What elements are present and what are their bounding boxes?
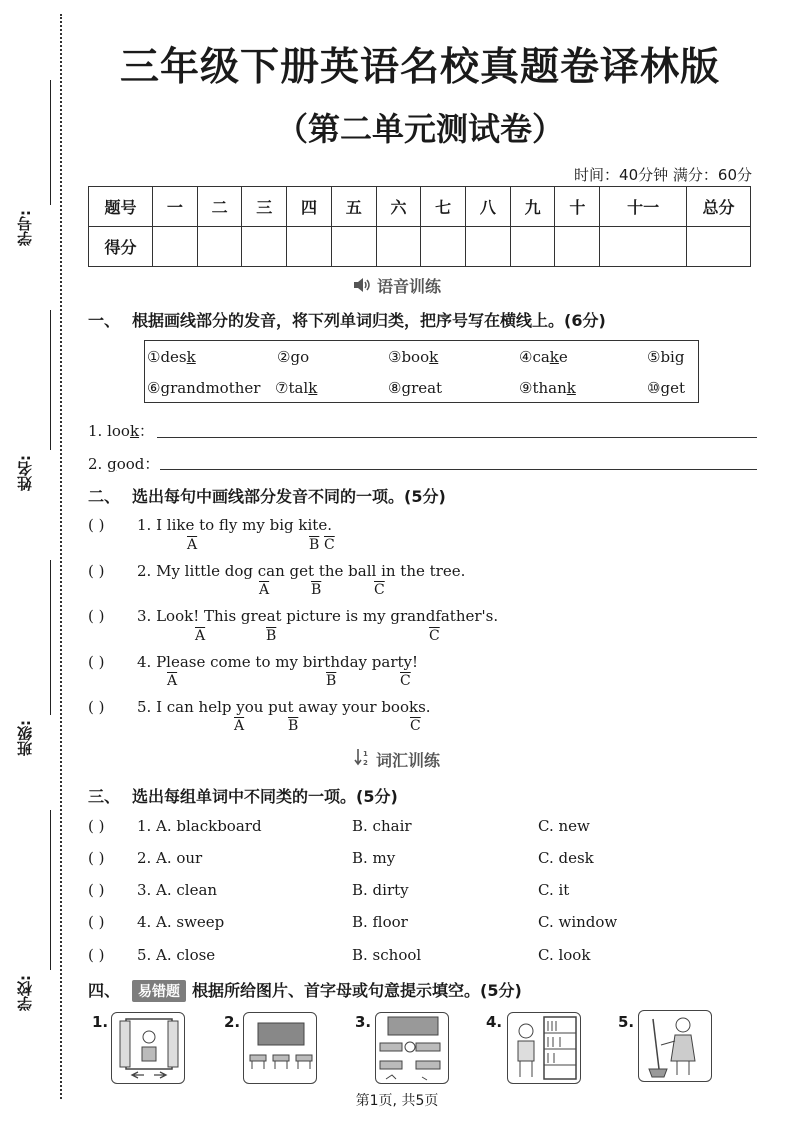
score-cell[interactable] (376, 227, 421, 267)
score-head-cell: 六 (376, 187, 421, 227)
option-c: C. it (538, 881, 570, 899)
picture-bookcase (507, 1012, 581, 1084)
score-cell[interactable] (242, 227, 287, 267)
answer-paren[interactable]: ( ) (88, 698, 105, 716)
answer-paren[interactable]: ( ) (88, 653, 105, 671)
option-mark: $\overline{C}$ (374, 582, 385, 598)
option-b: B. school (352, 946, 422, 964)
picture-number: 3. (355, 1013, 372, 1031)
name-label: 姓名: (16, 455, 34, 491)
word-item: ⑥grandmother (147, 379, 261, 397)
score-head-cell: 题号 (89, 187, 153, 227)
section3-instruction: 选出每组单词中不同类的一项。(5分) (132, 787, 398, 806)
option-mark: $\overline{B}$ (266, 628, 277, 644)
option-mark: $\overline{B}$ (311, 582, 322, 598)
section2-instruction: 选出每句中画线部分发音不同的一项。(5分) (132, 487, 446, 506)
section2-number: 二、 (88, 487, 121, 506)
option-c: C. window (538, 913, 618, 931)
option-mark: $\overline{A}$ (259, 582, 270, 598)
fill-row-1: 1. look： (88, 422, 155, 440)
vocab-banner (0, 748, 794, 771)
student-no-field[interactable] (14, 80, 54, 270)
score-head-cell: 九 (510, 187, 555, 227)
question-text: 1. I like to fly my big kite. (137, 516, 332, 534)
answer-paren[interactable]: ( ) (88, 849, 105, 867)
question-number: 4. (137, 913, 152, 931)
answer-paren[interactable]: ( ) (88, 946, 105, 964)
name-field[interactable] (14, 310, 54, 515)
question-number: 5. (137, 946, 152, 964)
class-line (50, 560, 51, 715)
score-table (88, 186, 751, 267)
score-cell[interactable] (331, 227, 376, 267)
option-mark: $\overline{C}$ (324, 537, 335, 553)
question-text: 4. Please come to my birthday party! (137, 653, 419, 671)
class-field[interactable] (14, 560, 54, 775)
option-a: A. close (156, 946, 216, 964)
time-info: 时间：40分钟 满分：60分 (574, 166, 752, 184)
word-item: ③book (388, 348, 439, 366)
score-cell[interactable] (687, 227, 751, 267)
option-a: A. sweep (156, 913, 225, 931)
score-head-cell: 十 (555, 187, 600, 227)
fill-row-2: 2. good： (88, 455, 160, 473)
student-no-line (50, 80, 51, 205)
option-b: B. my (352, 849, 396, 867)
svg-text:1: 1 (362, 750, 368, 758)
score-head-cell: 三 (242, 187, 287, 227)
section4-number: 四、 (88, 981, 121, 1000)
option-mark: $\overline{C}$ (410, 718, 421, 734)
section1-heading (88, 308, 606, 331)
section1-instruction: 根据画线部分的发音，将下列单词归类，把序号写在横线上。(6分) (132, 311, 606, 330)
word-item: ①desk (147, 348, 196, 366)
picture-number: 2. (224, 1013, 241, 1031)
error-prone-tag: 易错题 (132, 980, 186, 1002)
answer-line-2[interactable] (160, 469, 757, 470)
school-field[interactable] (14, 810, 54, 1030)
word-item: ⑧great (388, 379, 443, 397)
score-cell[interactable] (197, 227, 242, 267)
score-row-label: 得分 (89, 227, 153, 267)
score-cell[interactable] (287, 227, 332, 267)
score-head-cell: 四 (287, 187, 332, 227)
picture-classroom (243, 1012, 317, 1084)
section2-heading (88, 484, 446, 507)
page-subtitle: （第二单元测试卷） (275, 110, 564, 148)
score-cell[interactable] (421, 227, 466, 267)
school-label: 学校: (16, 975, 34, 1011)
page-title: 三年级下册英语名校真题卷译林版 (119, 45, 720, 90)
speaker-icon (353, 277, 371, 296)
option-mark: $\overline{A}$ (167, 673, 178, 689)
option-c: C. desk (538, 849, 594, 867)
score-head-cell: 五 (331, 187, 376, 227)
picture-sweep-floor (638, 1010, 712, 1082)
word-item: ④cake (519, 348, 568, 366)
section4-heading (88, 978, 522, 1002)
name-line (50, 310, 51, 450)
section3-number: 三、 (88, 787, 121, 806)
picture-open-window (111, 1012, 185, 1084)
option-b: B. chair (352, 817, 412, 835)
word-item: ⑩get (647, 379, 685, 397)
option-c: C. new (538, 817, 590, 835)
answer-paren[interactable]: ( ) (88, 881, 105, 899)
score-head-cell: 七 (421, 187, 466, 227)
answer-line-1[interactable] (157, 437, 757, 438)
picture-number: 1. (92, 1013, 109, 1031)
phonics-banner-label: 语音训练 (376, 277, 441, 296)
picture-dirty-classroom (375, 1012, 449, 1084)
phonics-banner (0, 274, 794, 297)
option-mark: $\overline{B}$ (309, 537, 320, 553)
sort-az-icon (354, 748, 370, 770)
picture-number: 4. (486, 1013, 503, 1031)
question-number: 1. (137, 817, 152, 835)
option-mark: $\overline{C}$ (400, 673, 411, 689)
question-number: 2. (137, 849, 152, 867)
score-head-cell: 总分 (687, 187, 751, 227)
word-item: ⑨thank (519, 379, 576, 397)
score-head-cell: 十一 (600, 187, 687, 227)
option-b: B. dirty (352, 881, 409, 899)
picture-number: 5. (618, 1013, 635, 1031)
score-cell[interactable] (510, 227, 555, 267)
option-b: B. floor (352, 913, 408, 931)
cut-line (60, 14, 62, 1099)
section1-number: 一、 (88, 311, 121, 330)
option-mark: $\overline{C}$ (429, 628, 440, 644)
score-cell[interactable] (600, 227, 687, 267)
score-head-cell: 一 (153, 187, 198, 227)
answer-paren[interactable]: ( ) (88, 516, 105, 534)
question-text: 3. Look! This great picture is my grandfather's. (137, 607, 499, 625)
class-label: 班级: (16, 720, 34, 756)
score-table-header-row (89, 187, 751, 227)
word-item: ⑤big (647, 348, 685, 366)
answer-paren[interactable]: ( ) (88, 607, 105, 625)
option-c: C. look (538, 946, 591, 964)
binding-strip (0, 0, 75, 1123)
section3-heading (88, 784, 398, 807)
answer-paren[interactable]: ( ) (88, 913, 105, 931)
question-number: 3. (137, 881, 152, 899)
question-text: 2. My little dog can get the ball in the tree. (137, 562, 466, 580)
word-item: ②go (277, 348, 310, 366)
score-cell[interactable] (555, 227, 600, 267)
word-box (144, 340, 699, 403)
score-head-cell: 八 (466, 187, 511, 227)
score-table-score-row (89, 227, 751, 267)
option-mark: $\overline{B}$ (288, 718, 299, 734)
option-mark: $\overline{A}$ (195, 628, 206, 644)
page-footer: 第1页, 共5页 (355, 1093, 439, 1109)
score-cell[interactable] (153, 227, 198, 267)
question-text: 5. I can help you put away your books. (137, 698, 431, 716)
option-a: A. our (156, 849, 203, 867)
option-mark: $\overline{B}$ (326, 673, 337, 689)
option-mark: $\overline{A}$ (187, 537, 198, 553)
vocab-banner-label: 词汇训练 (375, 751, 440, 770)
option-a: A. blackboard (156, 817, 262, 835)
score-cell[interactable] (466, 227, 511, 267)
student-no-label: 学号: (16, 210, 34, 246)
section4-instruction: 根据所给图片、首字母或句意提示填空。(5分) (192, 981, 522, 1000)
option-a: A. clean (156, 881, 218, 899)
word-item: ⑦talk (275, 379, 318, 397)
svg-text:2: 2 (362, 759, 368, 766)
school-line (50, 810, 51, 970)
answer-paren[interactable]: ( ) (88, 817, 105, 835)
answer-paren[interactable]: ( ) (88, 562, 105, 580)
score-head-cell: 二 (197, 187, 242, 227)
option-mark: $\overline{A}$ (234, 718, 245, 734)
